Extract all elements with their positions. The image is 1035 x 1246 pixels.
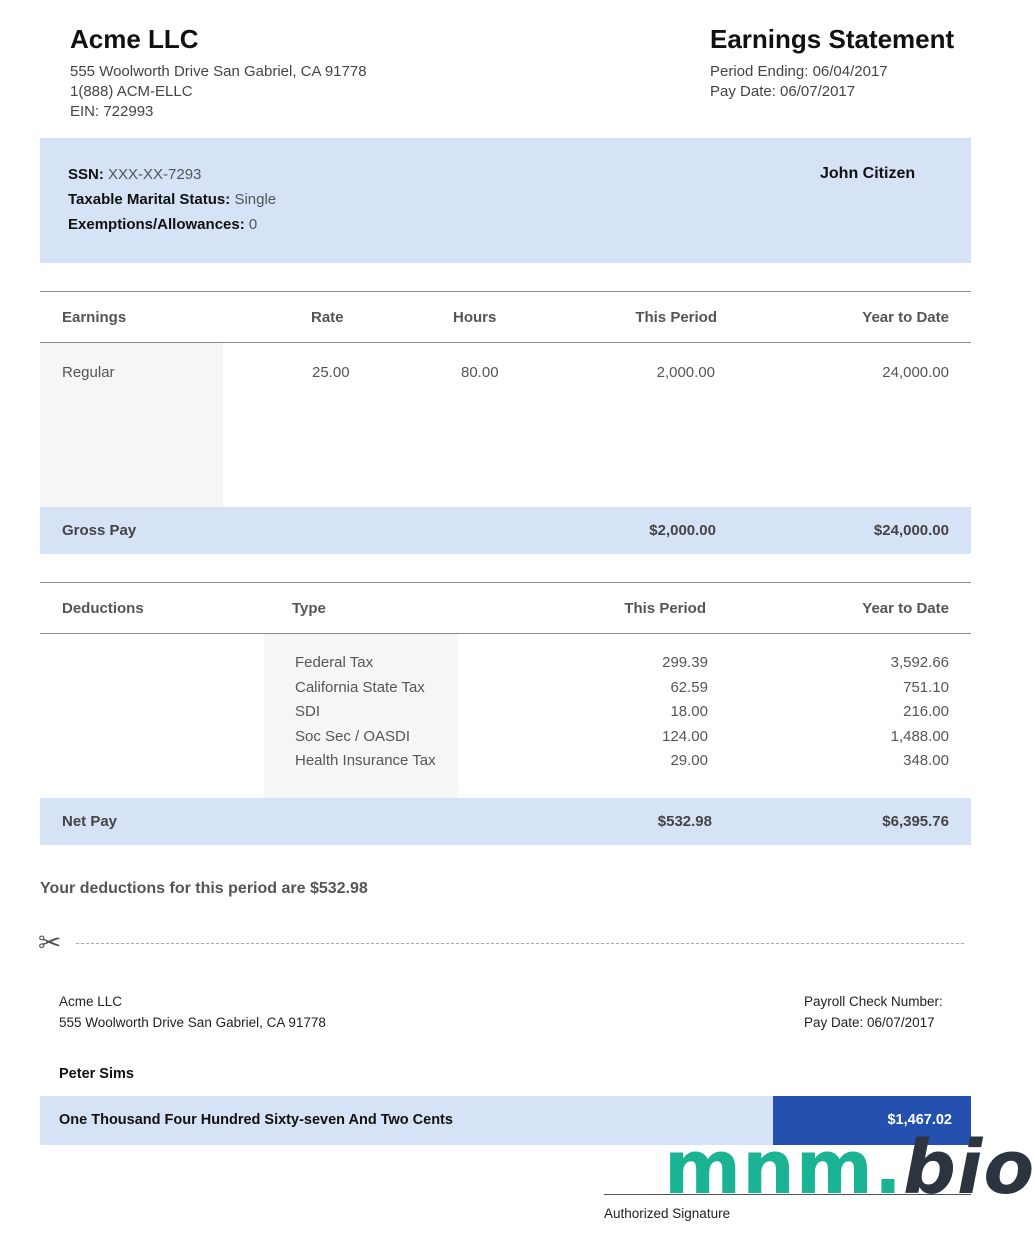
list-item: 1,488.00 [890, 727, 949, 745]
exemptions-label: Exemptions/Allowances: [68, 216, 245, 233]
marital-status-line [68, 191, 276, 208]
deduction-this-period-values [552, 651, 708, 774]
ssn-line [68, 166, 201, 183]
list-item: 29.00 [670, 752, 708, 770]
earnings-header-ytd: Year to Date [862, 309, 949, 326]
employee-name: John Citizen [820, 165, 916, 182]
earnings-top-rule [40, 291, 971, 292]
watermark-part-mnm: mnm. [664, 1125, 904, 1211]
employee-box [40, 138, 971, 263]
earnings-header-rate: Rate [311, 309, 344, 326]
watermark-logo [664, 1126, 1035, 1210]
list-item: 3,592.66 [890, 654, 949, 671]
marital-status-label: Taxable Marital Status: [68, 191, 231, 208]
cut-line [76, 943, 964, 944]
earnings-header-this-period: This Period [635, 309, 717, 326]
deductions-header-ytd: Year to Date [862, 600, 949, 617]
check-number-label: Payroll Check Number: [804, 994, 943, 1009]
ssn-label: SSN: [68, 166, 104, 183]
net-pay-bar [40, 798, 971, 845]
list-item: 348.00 [903, 752, 949, 770]
list-item: 62.59 [670, 678, 708, 696]
period-ending: Period Ending: 06/04/2017 [710, 63, 888, 80]
list-item: 751.10 [903, 678, 949, 696]
gross-pay-ytd: $24,000.00 [873, 522, 949, 539]
amount-in-words: One Thousand Four Hundred Sixty-seven And Two Cents [59, 1112, 453, 1128]
earnings-ytd: 24,000.00 [882, 364, 949, 381]
marital-status-value: Single [234, 191, 277, 208]
company-phone: 1(888) ACM-ELLC [70, 83, 193, 100]
company-name: Acme LLC [70, 24, 199, 54]
signature-label: Authorized Signature [604, 1206, 731, 1221]
watermark-part-bio: bio [903, 1125, 1035, 1211]
deduction-summary-note: Your deductions for this period are $532.98 [40, 880, 368, 897]
list-item: SDI [295, 703, 321, 721]
deduction-types [295, 651, 436, 774]
gross-pay-bar [40, 507, 971, 554]
check-company-info [59, 991, 326, 1033]
check-amount: $1,467.02 [887, 1112, 952, 1128]
list-item: California State Tax [295, 678, 425, 696]
pay-date: Pay Date: 06/07/2017 [710, 83, 856, 100]
list-item: Soc Sec / OASDI [295, 727, 411, 745]
list-item: 299.39 [662, 654, 708, 671]
exemptions-line [68, 216, 257, 233]
statement-info [710, 62, 888, 102]
list-item: 124.00 [662, 727, 708, 745]
deductions-header-deductions: Deductions [62, 600, 144, 617]
company-info [70, 62, 367, 122]
gross-pay-label: Gross Pay [62, 522, 137, 539]
company-ein: EIN: 722993 [70, 103, 154, 120]
company-address: 555 Woolworth Drive San Gabriel, CA 91778 [70, 63, 367, 80]
list-item: Federal Tax [295, 654, 374, 671]
check-pay-date: Pay Date: 06/07/2017 [804, 1015, 935, 1030]
deductions-header-this-period: This Period [624, 600, 706, 617]
net-pay-this-period: $532.98 [657, 813, 712, 830]
check-meta [804, 991, 943, 1033]
ssn-value: XXX-XX-7293 [108, 166, 202, 183]
deduction-ytd-values [790, 651, 949, 774]
gross-pay-this-period: $2,000.00 [649, 522, 716, 539]
net-pay-ytd: $6,395.76 [882, 813, 949, 830]
list-item: 18.00 [670, 703, 708, 721]
earnings-type: Regular [62, 364, 115, 381]
earnings-header-hours: Hours [453, 309, 497, 326]
earnings-this-period: 2,000.00 [656, 364, 715, 381]
check-company-address: 555 Woolworth Drive San Gabriel, CA 91778 [59, 1015, 326, 1030]
scissors-icon: ✂ [38, 927, 62, 958]
deductions-header-type: Type [292, 600, 326, 617]
deductions-header-rule [40, 633, 971, 634]
check-company-name: Acme LLC [59, 994, 123, 1009]
exemptions-value: 0 [248, 216, 258, 233]
deductions-top-rule [40, 582, 971, 583]
earnings-header-earnings: Earnings [62, 309, 127, 326]
list-item: 216.00 [903, 703, 949, 721]
statement-title: Earnings Statement [710, 24, 955, 54]
earnings-hours: 80.00 [461, 364, 499, 381]
net-pay-label: Net Pay [62, 813, 118, 830]
list-item: Health Insurance Tax [295, 752, 436, 770]
payee-name: Peter Sims [59, 1066, 134, 1082]
signature-line [604, 1194, 971, 1195]
earnings-rate: 25.00 [312, 364, 350, 381]
